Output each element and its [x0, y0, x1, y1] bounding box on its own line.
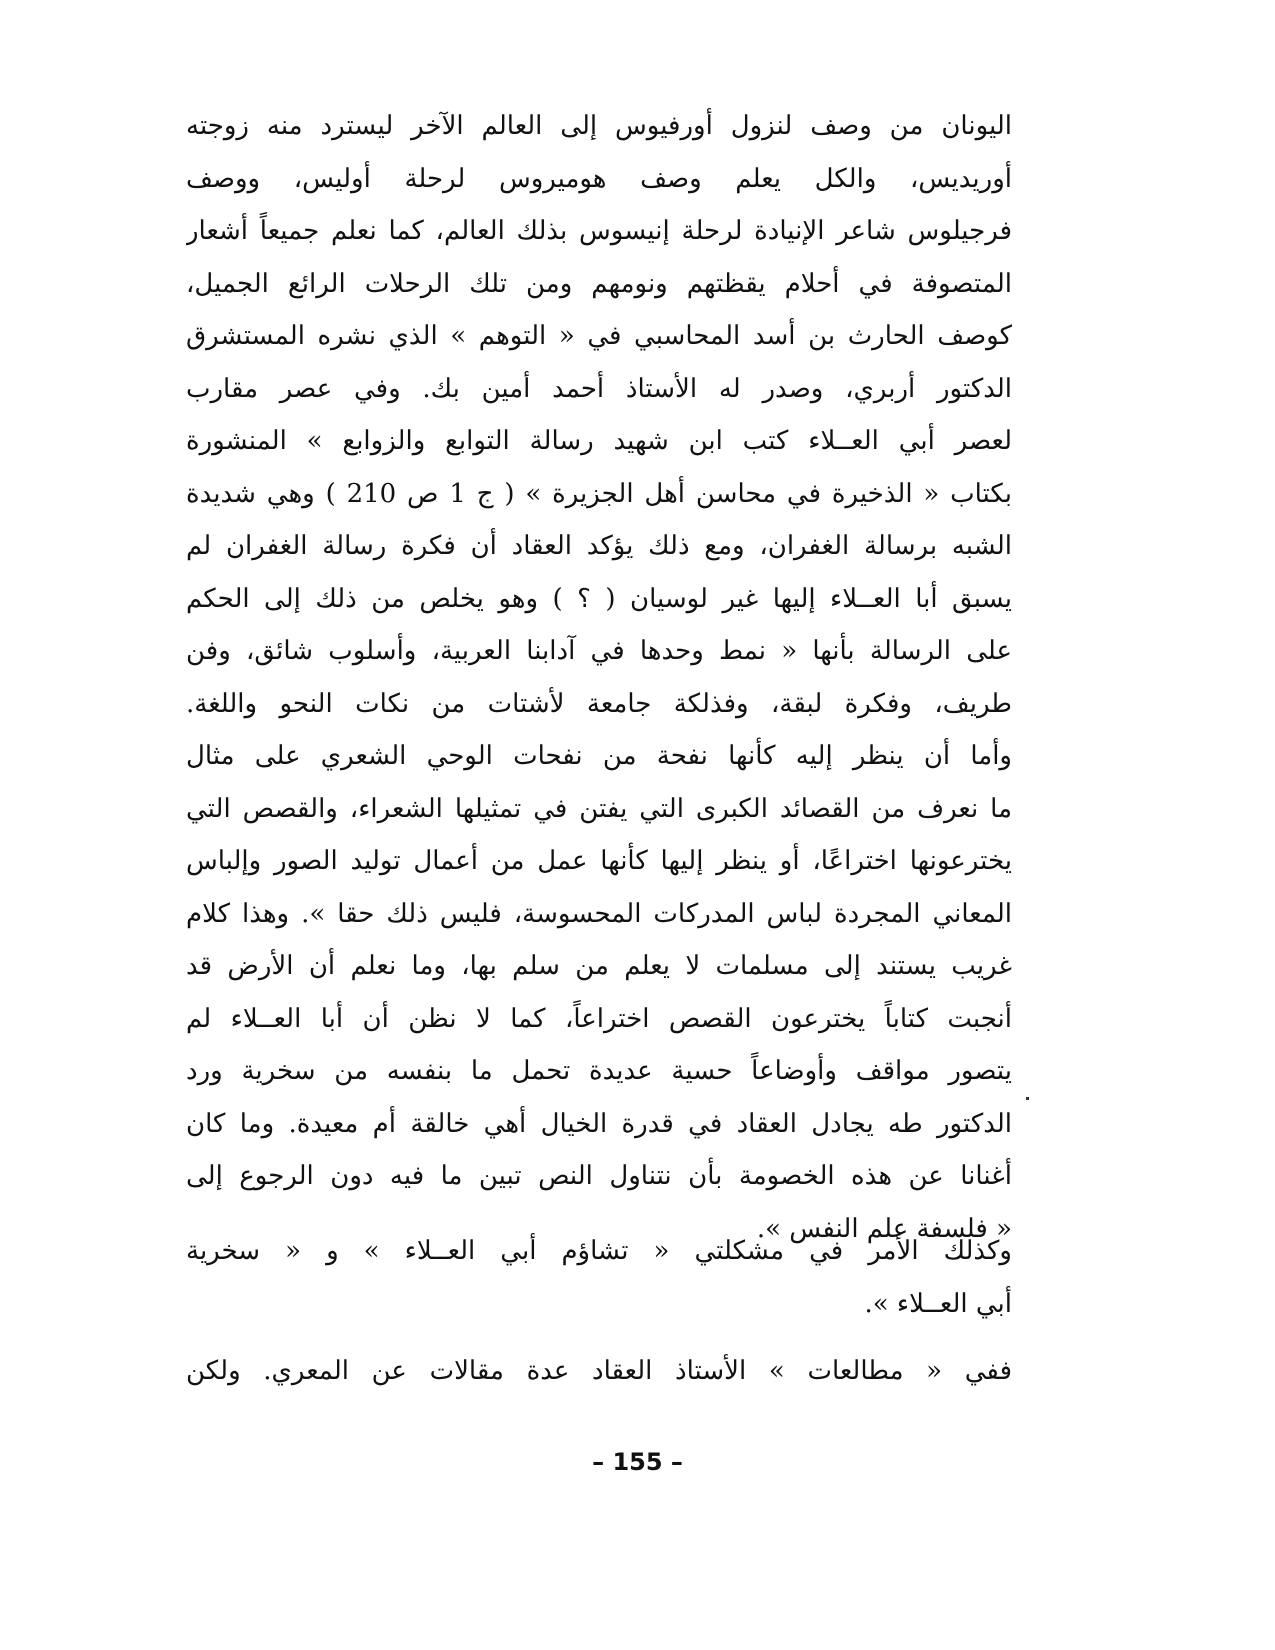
text-line: الدكتور أربري، وصدر له الأستاذ أحمد أمين بك. وفي عصر مقارب: [186, 373, 1012, 404]
paragraph-2: [186, 1225, 1012, 1330]
text-line: أغنانا عن هذه الخصومة بأن نتناول النص تبين ما فيه دون الرجوع إلى: [186, 1161, 1012, 1191]
text-line: يتصور مواقف وأوضاعاً حسية عديدة تحمل ما بنفسه من سخرية ورد: [186, 1056, 1012, 1086]
text-line: المتصوفة في أحلام يقظتهم ونومهم ومن تلك الرحلات الرائع الجميل،: [186, 268, 1012, 299]
text-line: ففي « مطالعات » الأستاذ العقاد عدة مقالات عن المعري. ولكن: [186, 1356, 1012, 1386]
text-line: فرجيلوس شاعر الإنيادة لرحلة إنيسوس بذلك العالم، كما نعلم جميعاً أشعار: [186, 216, 1012, 246]
margin-dot: [1026, 1097, 1029, 1100]
text-line: وكذلك الأمر في مشكلتي « تشاؤم أبي العــلاء » و « سخرية: [186, 1236, 1012, 1266]
text-line: بكتاب « الذخيرة في محاسن أهل الجزيرة » ( ج 1 ص 210 ) وهي شديدة: [186, 478, 1012, 509]
text-line: يخترعونها اختراعًا، أو ينظر إليها كأنها عمل من أعمال توليد الصور وإلباس: [186, 846, 1012, 876]
text-line: لعصر أبي العــلاء كتب ابن شهيد رسالة التوابع والزوابع » المنشورة: [186, 426, 1012, 456]
text-line: المعاني المجردة لباس المدركات المحسوسة، فليس ذلك حقا ». وهذا كلام: [186, 898, 1012, 929]
text-line: غريب يستند إلى مسلمات لا يعلم من سلم بها، وما نعلم أن الأرض قد: [186, 951, 1012, 981]
paragraph-3: [186, 1345, 1012, 1398]
text-line: يسبق أبا العــلاء إليها غير لوسيان ( ؟ ) وهو يخلص من ذلك إلى الحكم: [186, 583, 1012, 614]
text-line: اليونان من وصف لنزول أورفيوس إلى العالم الآخر ليسترد منه زوجته: [186, 111, 1012, 141]
paragraph-1: [186, 100, 1012, 1255]
text-line: كوصف الحارث بن أسد المحاسبي في « التوهم » الذي نشره المستشرق: [186, 321, 1012, 351]
text-line: ما نعرف من القصائد الكبرى التي يفتن في تمثيلها الشعراء، والقصص التي: [186, 793, 1012, 824]
text-line: « فلسفة علم النفس ».: [756, 1213, 1012, 1244]
text-line: أبي العــلاء ».: [864, 1288, 1012, 1319]
text-line: أوريديس، والكل يعلم وصف هوميروس لرحلة أوليس، ووصف: [186, 163, 1012, 194]
text-line: أنجبت كتاباً يخترعون القصص اختراعاً، كما لا نظن أن أبا العــلاء لم: [186, 1003, 1012, 1034]
text-line: الدكتور طه يجادل العقاد في قدرة الخيال أهي خالقة أم معيدة. وما كان: [186, 1108, 1012, 1139]
page-number: – 155 –: [592, 1448, 683, 1476]
text-line: طريف، وفكرة لبقة، وفذلكة جامعة لأشتات من نكات النحو واللغة.: [186, 688, 1012, 719]
text-line: على الرسالة بأنها « نمط وحدها في آدابنا العربية، وأسلوب شائق، وفن: [186, 636, 1012, 666]
text-line: الشبه برسالة الغفران، ومع ذلك يؤكد العقاد أن فكرة رسالة الغفران لم: [186, 531, 1012, 561]
text-line: وأما أن ينظر إليه كأنها نفحة من نفحات الوحي الشعري على مثال: [186, 741, 1012, 771]
